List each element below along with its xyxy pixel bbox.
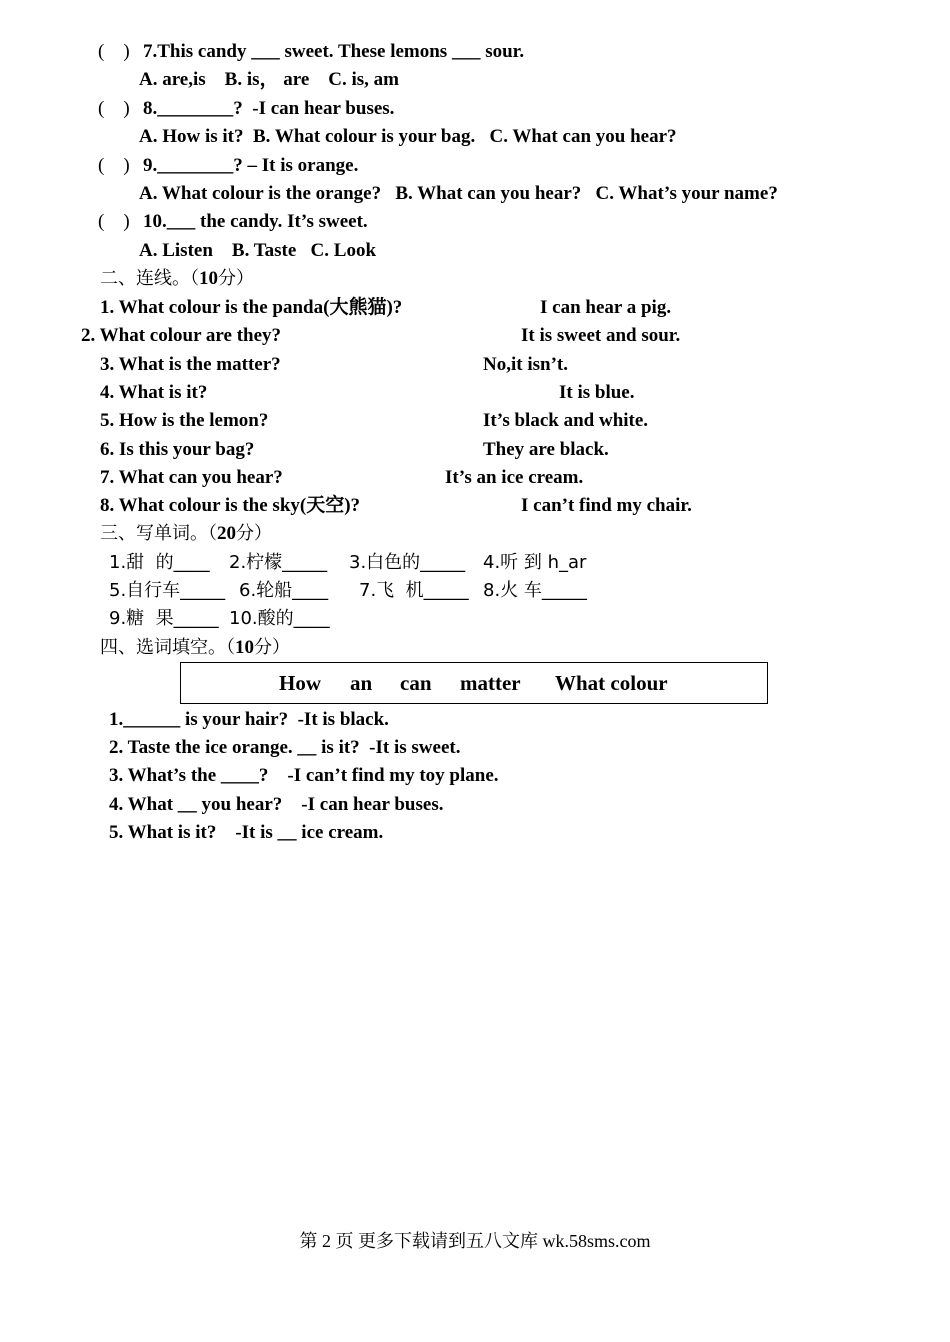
fill-sentence-4: 4. What __ you hear? -I can hear buses. (109, 794, 444, 815)
word-item-7: 7.飞 机_____ (359, 580, 469, 601)
match-question-8: 8. What colour is the sky(天空)? (100, 495, 361, 516)
q7-stem: 7.This candy ___ sweet. These lemons ___ sour. (143, 41, 525, 62)
word-item-6: 6.轮船____ (239, 580, 329, 601)
match-answer-1: I can hear a pig. (540, 297, 672, 318)
word-bank-box (180, 662, 768, 704)
part4-heading (100, 636, 290, 660)
match-question-7: 7. What can you hear? (100, 467, 283, 488)
part4-heading-label: 四、选词填空。（ (100, 637, 235, 658)
match-question-1: 1. What colour is the panda(大熊猫)? (100, 297, 403, 318)
match-answer-8: I can’t find my chair. (521, 495, 692, 516)
match-question-2: 2. What colour are they? (81, 325, 282, 346)
q10-stem: 10.___ the candy. It’s sweet. (143, 211, 368, 232)
match-question-4: 4. What is it? (100, 382, 208, 403)
part3-heading-score: 20 (217, 523, 236, 544)
part3-heading (100, 522, 272, 546)
q7-options: A. are,is B. is， are C. is, am (139, 69, 400, 90)
page-footer: 第 2 页 更多下载请到五八文库 wk.58sms.com (299, 1231, 651, 1251)
fill-sentence-3: 3. What’s the ____? -I can’t find my toy plane. (109, 765, 499, 786)
match-answer-7: It’s an ice cream. (445, 467, 584, 488)
word-item-1: 1.甜 的____ (109, 552, 210, 573)
part2-heading (100, 267, 254, 291)
match-answer-5: It’s black and white. (483, 410, 649, 431)
q8-options: A. How is it? B. What colour is your bag. C. What can you hear? (139, 126, 677, 147)
match-answer-6: They are black. (483, 439, 609, 460)
match-answer-2: It is sweet and sour. (521, 325, 681, 346)
fill-sentence-1: 1.______ is your hair? -It is black. (109, 709, 389, 730)
q8-paren: ( ) (98, 98, 130, 119)
part4-heading-score: 10 (235, 637, 254, 658)
word-bank-word-5: What colour (555, 671, 668, 695)
q9-stem: 9.________? – It is orange. (143, 155, 359, 176)
q7-paren: ( ) (98, 41, 130, 62)
match-question-3: 3. What is the matter? (100, 354, 281, 375)
word-bank-word-2: an (350, 671, 373, 695)
word-item-2: 2.柠檬_____ (229, 552, 328, 573)
part2-heading-score: 10 (199, 268, 218, 289)
word-bank-word-4: matter (460, 671, 521, 695)
part3-heading-label: 三、写单词。（ (100, 523, 217, 544)
q9-options: A. What colour is the orange? B. What can you hear? C. What’s your name? (139, 183, 778, 204)
word-item-8: 8.火 车_____ (483, 580, 587, 601)
part2-heading-unit: 分） (218, 268, 254, 289)
word-bank-word-1: How (279, 671, 321, 695)
word-item-10: 10.酸的____ (229, 608, 330, 629)
word-item-4: 4.听 到 h_ar (483, 552, 587, 573)
match-answer-4: It is blue. (559, 382, 635, 403)
part3-heading-unit: 分） (236, 523, 272, 544)
word-item-5: 5.自行车_____ (109, 580, 226, 601)
part2-heading-label: 二、连线。（ (100, 268, 199, 289)
part4-heading-unit: 分） (254, 637, 290, 658)
q10-options: A. Listen B. Taste C. Look (139, 240, 377, 261)
word-bank-word-3: can (400, 671, 432, 695)
q10-paren: ( ) (98, 211, 130, 232)
fill-sentence-5: 5. What is it? -It is __ ice cream. (109, 822, 384, 843)
fill-sentence-2: 2. Taste the ice orange. __ is it? -It is sweet. (109, 737, 461, 758)
q9-paren: ( ) (98, 155, 130, 176)
match-answer-3: No,it isn’t. (483, 354, 568, 375)
match-question-6: 6. Is this your bag? (100, 439, 255, 460)
q8-stem: 8.________? -I can hear buses. (143, 98, 395, 119)
word-item-3: 3.白色的_____ (349, 552, 466, 573)
match-question-5: 5. How is the lemon? (100, 410, 269, 431)
word-item-9: 9.糖 果_____ (109, 608, 219, 629)
